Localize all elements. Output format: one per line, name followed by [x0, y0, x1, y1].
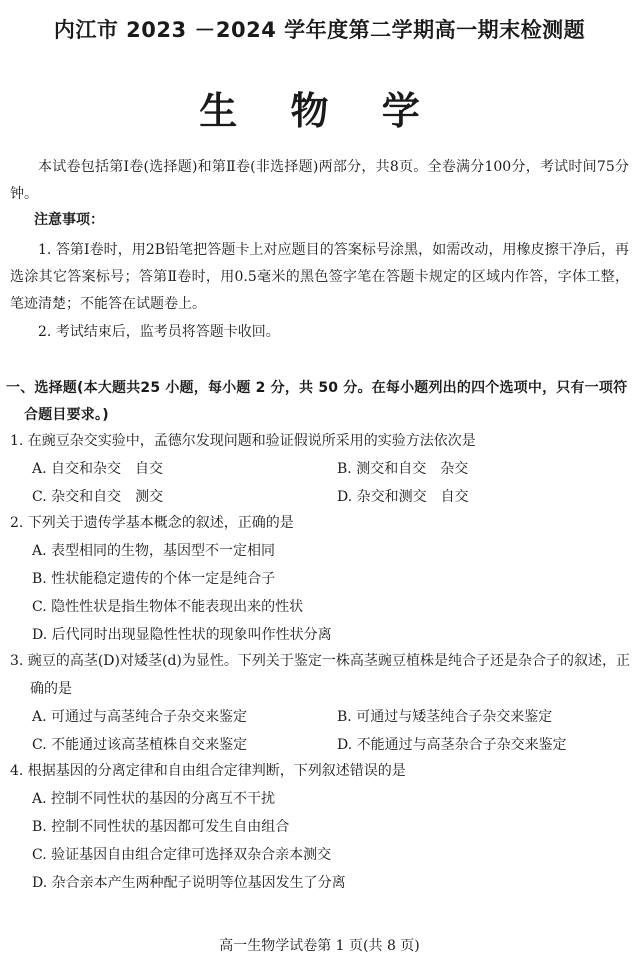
question-1-stem: 1. 在豌豆杂交实验中，孟德尔发现问题和验证假说所采用的实验方法依次是 [10, 433, 476, 449]
question-1-option-d: D. 杂交和测交 自交 [337, 489, 469, 505]
note-item: 2. 考试结束后，监考员将答题卡收回。 [38, 324, 280, 340]
exam-title: 内江市 2023 －2024 学年度第二学期高一期末检测题 [53, 18, 586, 42]
question-4-option-c: C. 验证基因自由组合定律可选择双杂合亲本测交 [32, 847, 332, 863]
question-3-stem [10, 647, 630, 703]
question-2-option-c: C. 隐性性状是指生物体不能表现出来的性状 [32, 599, 304, 615]
question-4-option-b: B. 控制不同性状的基因都可发生自由组合 [32, 819, 290, 835]
question-2-stem: 2. 下列关于遗传学基本概念的叙述，正确的是 [10, 515, 294, 531]
question-3-option-b: B. 可通过与矮茎纯合子杂交来鉴定 [337, 709, 553, 725]
subject-title: 生 物 学 [199, 89, 440, 133]
section-heading [6, 375, 630, 429]
note-item: 1. 答第Ⅰ卷时，用2B铅笔把答题卡上对应题目的答案标号涂黑，如需改动，用橡皮擦干净后，再选涂其它答案标号；答第Ⅱ卷时，用0.5毫米的黑色签字笔在答题卡规定的区域内作答，字体工整，笔迹清楚；不能答在试题卷上。 [10, 242, 629, 312]
notes-title: 注意事项： [34, 212, 104, 228]
question-2-option-d: D. 后代同时出现显隐性性状的现象叫作性状分离 [32, 627, 332, 643]
question-3-option-c: C. 不能通过该高茎植株自交来鉴定 [32, 737, 248, 753]
question-4-stem: 4. 根据基因的分离定律和自由组合定律判断，下列叙述错误的是 [10, 763, 406, 779]
question-1-option-a: A. 自交和杂交 自交 [32, 461, 164, 477]
intro-paragraph: 本试卷包括第Ⅰ卷(选择题)和第Ⅱ卷(非选择题)两部分，共8页。全卷满分100分，考试时间75分钟。 [10, 159, 629, 202]
question-1-option-c: C. 杂交和自交 测交 [32, 489, 164, 505]
question-2-option-a: A. 表型相同的生物，基因型不一定相同 [32, 543, 276, 559]
question-3-option-d: D. 不能通过与高茎杂合子杂交来鉴定 [337, 737, 567, 753]
question-3-stem-text: 3. 豌豆的高茎(D)对矮茎(d)为显性。下列关于鉴定一株高茎豌豆植株是纯合子还是杂合子的叙述，正确的是 [10, 653, 630, 697]
section-heading-text: 一、选择题(本大题共25 小题，每小题 2 分，共 50 分。在每小题列出的四个选项中，只有一项符合题目要求。) [6, 380, 628, 423]
question-1-option-b: B. 测交和自交 杂交 [337, 461, 469, 477]
question-2-option-b: B. 性状能稳定遗传的个体一定是纯合子 [32, 571, 276, 587]
question-4-option-a: A. 控制不同性状的基因的分离互不干扰 [32, 791, 276, 807]
page-footer: 高一生物学试卷第 1 页(共 8 页) [219, 938, 420, 954]
question-4-option-d: D. 杂合亲本产生两种配子说明等位基因发生了分离 [32, 875, 346, 891]
question-3-option-a: A. 可通过与高茎纯合子杂交来鉴定 [32, 709, 248, 725]
